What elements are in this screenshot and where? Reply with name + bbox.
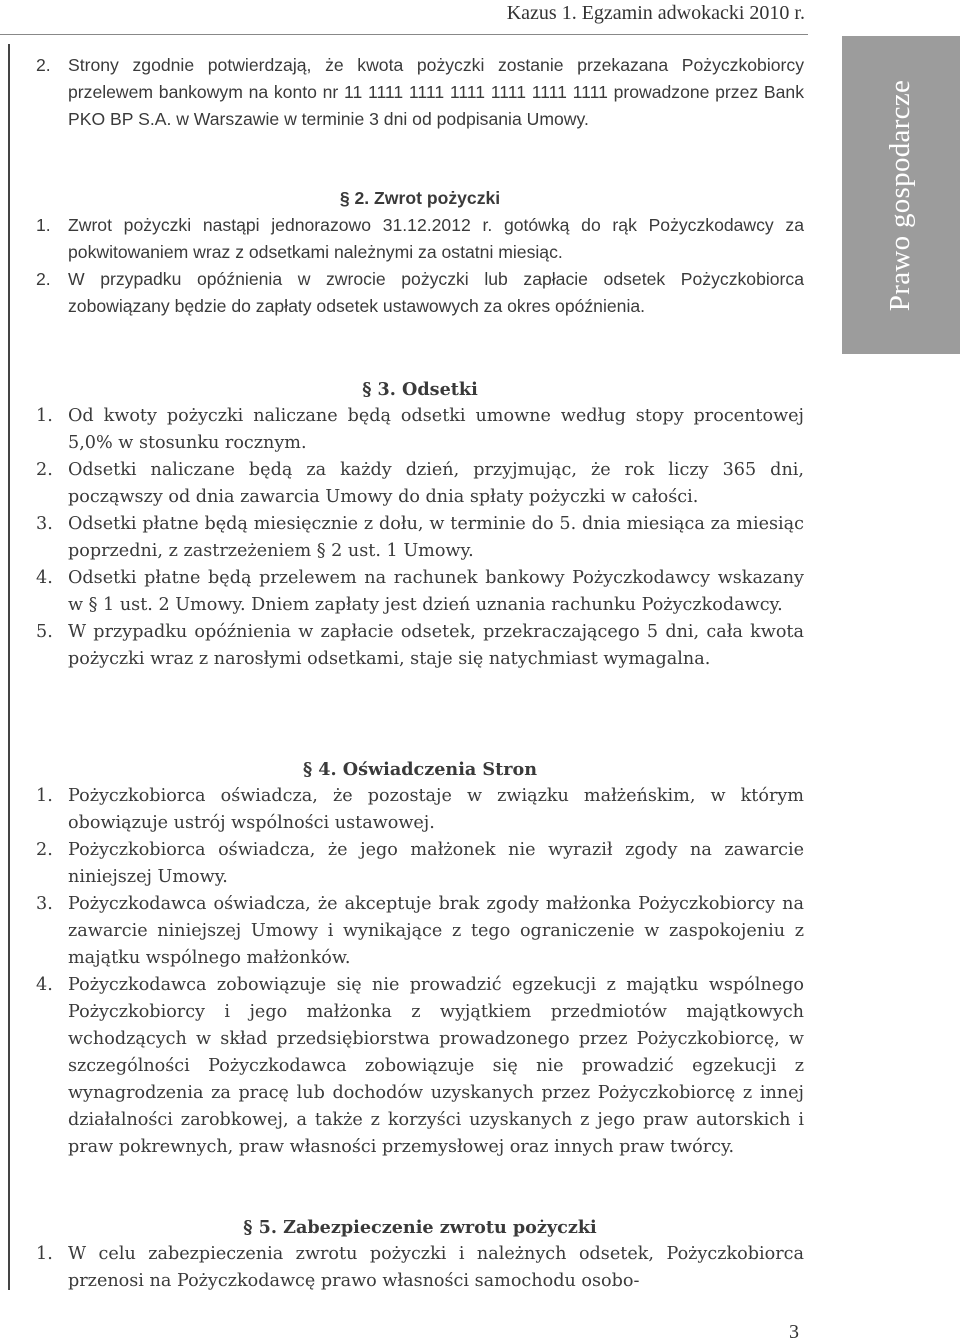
item-text: Odsetki płatne będą miesięcznie z dołu, w terminie do 5. dnia miesiąca za miesiąc poprzedni, z zastrzeżeniem § 2 ust. 1 Umowy. bbox=[68, 514, 804, 561]
item-text: Zwrot pożyczki nastąpi jednorazowo 31.12.2012 r. gotówką do rąk Pożyczkodawcy za pokwitowaniem wraz z odsetkami należnymi za ostatni miesiąc. bbox=[68, 215, 804, 262]
page-number: 3 bbox=[789, 1321, 799, 1343]
section-2 bbox=[36, 185, 804, 320]
list-item bbox=[36, 1241, 804, 1295]
list-item bbox=[36, 266, 804, 320]
section-title: § 4. Oświadczenia Stron bbox=[302, 759, 538, 780]
list-item bbox=[36, 619, 804, 673]
list-item bbox=[36, 783, 804, 837]
item-text: Pożyczkobiorca oświadcza, że pozostaje w związku małżeńskim, w którym obowiązuje ustrój wspólności ustawowej. bbox=[68, 786, 804, 833]
section-title: § 3. Odsetki bbox=[362, 379, 478, 400]
section-3 bbox=[36, 376, 804, 673]
item-number: 5. bbox=[36, 622, 53, 642]
item-number: 2. bbox=[36, 55, 51, 75]
list-item bbox=[36, 52, 804, 133]
list-item bbox=[36, 212, 804, 266]
list-item bbox=[36, 457, 804, 511]
item-number: 2. bbox=[36, 269, 51, 289]
item-number: 2. bbox=[36, 460, 53, 480]
running-header: Kazus 1. Egzamin adwokacki 2010 r. bbox=[506, 2, 805, 24]
list-item bbox=[36, 891, 804, 972]
item-text: Odsetki płatne będą przelewem na rachunek bankowy Pożyczkodawcy wskazany w § 1 ust. 2 Umowy. Dniem zapłaty jest dzień uznania rachunku Pożyczkodawcy. bbox=[68, 568, 804, 615]
item-number: 3. bbox=[36, 514, 53, 534]
item-number: 4. bbox=[36, 975, 53, 995]
item-text: Pożyczkodawca oświadcza, że akceptuje brak zgody małżonka Pożyczkobiorcy na zawarcie niniejszej Umowy i wynikające z tego ograniczenie w zaspokojeniu z majątku wspólnego małżonków. bbox=[68, 894, 804, 968]
section-title: § 2. Zwrot pożyczki bbox=[339, 188, 501, 208]
item-text: Pożyczkodawca zobowiązuje się nie prowadzić egzekucji z majątku wspólnego Pożyczkobiorcy i jego małżonka z wyjątkiem przedmiotów majątkowych wchodzących w skład przedsiębiorstwa prowadzonego przez Pożyczkobiorcę, w szczególności Pożyczkodawca zobowiązuje się nie prowadzić egzekucji z wynagrodzenia za pracę lub dochodów uzyskanych przez Pożyczkobiorcę z innej działalności zarobkowej, a także z korzyści uzyskanych z jego praw autorskich i praw pokrewnych, praw własności przemysłowej oraz innych praw twórcy. bbox=[68, 975, 804, 1157]
item-text: Pożyczkobiorca oświadcza, że jego małżonek nie wyraził zgody na zawarcie niniejszej Umowy. bbox=[68, 840, 804, 887]
section-5 bbox=[36, 1214, 804, 1295]
item-number: 4. bbox=[36, 568, 53, 588]
item-number: 1. bbox=[36, 1244, 53, 1264]
list-item bbox=[36, 972, 804, 1161]
item-number: 3. bbox=[36, 894, 53, 914]
side-tab bbox=[842, 36, 960, 354]
item-number: 1. bbox=[36, 406, 53, 426]
list-item bbox=[36, 403, 804, 457]
list-item bbox=[36, 511, 804, 565]
item-number: 2. bbox=[36, 840, 53, 860]
side-tab-label: Prawo gospodarcze bbox=[884, 79, 917, 311]
list-item bbox=[36, 837, 804, 891]
list-item bbox=[36, 565, 804, 619]
left-margin-bar bbox=[8, 44, 10, 1290]
item-text: Odsetki naliczane będą za każdy dzień, przyjmując, że rok liczy 365 dni, począwszy od dnia zawarcia Umowy do dnia spłaty pożyczki w całości. bbox=[68, 460, 804, 507]
section-4 bbox=[36, 756, 804, 1161]
item-number: 1. bbox=[36, 786, 53, 806]
item-text: Od kwoty pożyczki naliczane będą odsetki umowne według stopy procentowej 5,0% w stosunku rocznym. bbox=[68, 406, 804, 453]
item-text: W przypadku opóźnienia w zwrocie pożyczki lub zapłacie odsetek Pożyczkobiorca zobowiązany będzie do zapłaty odsetek ustawowych za okres opóźnienia. bbox=[68, 269, 804, 316]
item-text: Strony zgodnie potwierdzają, że kwota pożyczki zostanie przekazana Pożyczkobiorcy przelewem bankowym na konto nr 11 1111 1111 1111 1111 1111 1111 prowadzone przez Bank PKO BP S.A. w Warszawie w terminie 3 dni od podpisania Umowy. bbox=[68, 55, 804, 129]
item-text: W przypadku opóźnienia w zapłacie odsetek, przekraczającego 5 dni, cała kwota pożyczki wraz z narosłymi odsetkami, staje się natychmiast wymagalna. bbox=[68, 622, 804, 669]
item-text: W celu zabezpieczenia zwrotu pożyczki i należnych odsetek, Pożyczkobiorca przenosi na Pożyczkodawcę prawo własności samochodu osobo- bbox=[68, 1244, 804, 1291]
intro-paragraph bbox=[36, 52, 804, 133]
section-title: § 5. Zabezpieczenie zwrotu pożyczki bbox=[243, 1217, 597, 1238]
item-number: 1. bbox=[36, 215, 51, 235]
header-rule bbox=[0, 34, 808, 35]
